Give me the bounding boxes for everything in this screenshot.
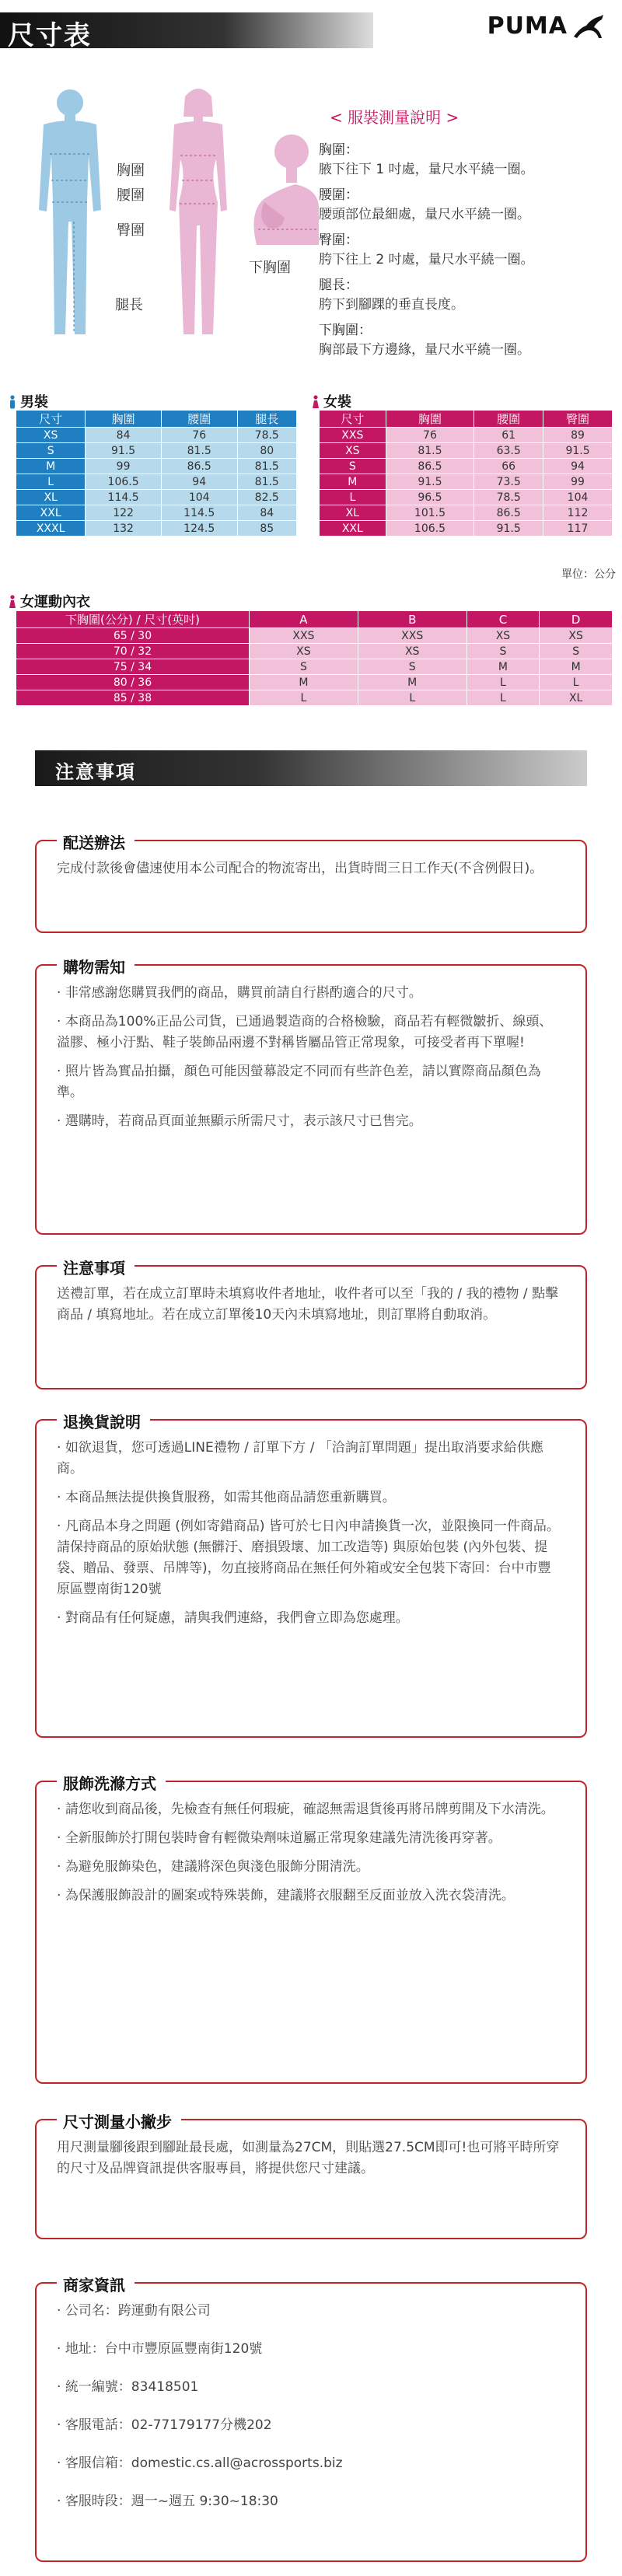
value-cell: 78.5 [474,490,543,505]
table-row [16,459,297,474]
value-cell: 91.5 [86,443,162,459]
size-cell: XXS [320,428,386,443]
value-cell: 106.5 [86,474,162,490]
value-cell: S [466,644,540,659]
size-cell: XL [320,505,386,521]
value-cell: 132 [86,521,162,537]
column-header: 臀圍 [543,411,613,428]
value-cell: L [358,690,466,706]
value-cell: 91.5 [386,474,474,490]
value-cell: 94 [543,459,613,474]
size-cell: 80 / 36 [16,675,250,690]
size-cell: M [16,459,86,474]
value-cell: 73.5 [474,474,543,490]
washing-item: · 全新服飾於打開包裝時會有輕微染劑味道屬正常現象建議先清洗後再穿著。 [57,1828,562,1849]
puma-cat-icon [572,13,606,40]
label-leg: 腿長 [115,297,143,313]
woman-icon [311,395,320,409]
washing-item: · 請您收到商品後，先檢查有無任何瑕疵，確認無需退貨後再將吊牌剪開及下水清洗。 [57,1799,562,1820]
men-label: 男裝 [20,394,48,411]
column-header: C [466,611,540,628]
purchase-item: · 選購時，若商品頁面並無顯示所需尺寸，表示該尺寸已售完。 [57,1111,562,1132]
returns-title: 退換貨說明 [57,1410,150,1432]
size-cell: L [320,490,386,505]
value-cell: XS [466,628,540,644]
size-cell: S [16,443,86,459]
size-cell: S [320,459,386,474]
table-row [16,628,613,644]
label-waist: 腰圍 [117,187,145,204]
size-cell: XXL [16,505,86,521]
value-cell: S [358,659,466,675]
value-cell: 99 [543,474,613,490]
returns-item: · 如欲退貨，您可透過LINE禮物 / 訂單下方 / 「洽詢訂單問題」提出取消要求給供應商。 [57,1438,562,1480]
value-cell: M [358,675,466,690]
purchase-box [35,958,587,1235]
column-header: 腿長 [237,411,296,428]
value-cell: S [540,644,613,659]
value-cell: 84 [237,505,296,521]
value-cell: 86.5 [161,459,237,474]
explanation-item [319,274,614,313]
table-row [16,474,297,490]
merchant-email: · 客服信箱：domestic.cs.all@acrossports.biz [57,2453,562,2474]
value-cell: 124.5 [161,521,237,537]
washing-box [35,1774,587,2084]
value-cell: L [466,690,540,706]
attention-box [35,1259,587,1389]
explanation-item [319,229,614,267]
purchase-item: · 照片皆為實品拍攝，顏色可能因螢幕設定不同而有些許色差，請以實際商品顏色為準。 [57,1061,562,1103]
value-cell: M [250,675,358,690]
explanation-item [319,319,614,358]
table-row [16,644,613,659]
table-row [320,459,613,474]
value-cell: 81.5 [237,459,296,474]
table-row [16,428,297,443]
column-header: 胸圍 [386,411,474,428]
bra-label: 女運動內衣 [20,594,90,610]
value-cell: 104 [543,490,613,505]
table-row [16,690,613,706]
label-underbust: 下胸圍 [249,260,291,276]
column-header: B [358,611,466,628]
merchant-address: · 地址：台中市豐原區豐南街120號 [57,2339,562,2360]
table-row [16,505,297,521]
women-section-label [311,391,351,411]
returns-item: · 對商品有任何疑慮，請與我們連絡，我們會立即為您處理。 [57,1608,562,1629]
value-cell: 91.5 [543,443,613,459]
measure-box [35,2113,587,2239]
returns-item: · 凡商品本身之問題 (例如寄錯商品) 皆可於七日內申請換貨一次，並限換同一件商品。請保持商品的原始狀態 (無髒汙、磨損毀壞、加工改造等) 與原始包裝 (內外包裝、提袋、贈品、發票、吊牌等)，勿直接將商品在無任何外箱或安全包裝下寄回：台中市豐原區豐南街120號 [57,1516,562,1600]
table-row [16,659,613,675]
explanation-desc: 腰頭部位最細處，量尺水平繞一圈。 [319,207,530,222]
value-cell: 99 [86,459,162,474]
column-header: A [250,611,358,628]
women-header-row [320,411,613,428]
male-body-figure [31,86,109,342]
washing-title: 服飾洗滌方式 [57,1771,166,1794]
man-icon [8,395,17,409]
purchase-item: · 非常感謝您購買我們的商品，購買前請自行斟酌適合的尺寸。 [57,983,562,1004]
men-header-row [16,411,297,428]
value-cell: 122 [86,505,162,521]
value-cell: 76 [386,428,474,443]
value-cell: 76 [161,428,237,443]
explanation-desc: 胯下到腳踝的垂直長度。 [319,297,464,313]
explanation-desc: 腋下往下 1 吋處，量尺水平繞一圈。 [319,162,534,177]
size-cell: 85 / 38 [16,690,250,706]
returns-box [35,1413,587,1738]
value-cell: 112 [543,505,613,521]
measurement-explanation [319,105,614,364]
table-row [16,490,297,505]
explanation-term: 腿長： [319,278,358,293]
value-cell: 89 [543,428,613,443]
value-cell: 96.5 [386,490,474,505]
puma-logo [487,12,606,40]
value-cell: 81.5 [161,443,237,459]
value-cell: 91.5 [474,521,543,537]
value-cell: 106.5 [386,521,474,537]
size-cell: 75 / 34 [16,659,250,675]
value-cell: 117 [543,521,613,537]
delivery-text: 完成付款後會儘速使用本公司配合的物流寄出，出貨時間三日工作天(不含例假日)。 [57,861,543,876]
merchant-company: · 公司名：跨運動有限公司 [57,2301,562,2322]
notice-title: 注意事項 [55,761,136,783]
table-row [16,675,613,690]
size-cell: XXXL [16,521,86,537]
attention-text: 送禮訂單，若在成立訂單時未填寫收件者地址，收件者可以至「我的 / 我的禮物 / 點擊商品 / 填寫地址。若在成立訂單後10天內未填寫地址，則訂單將自動取消。 [57,1286,559,1323]
explanation-desc: 胸部最下方邊緣，量尺水平繞一圈。 [319,342,530,358]
value-cell: 86.5 [474,505,543,521]
value-cell: 104 [161,490,237,505]
explanation-title: < 服裝測量說明 > [330,108,460,127]
size-cell: 65 / 30 [16,628,250,644]
label-chest: 胸圍 [117,163,145,179]
men-size-table [16,410,297,537]
value-cell: XS [250,644,358,659]
bra-header-row [16,611,613,628]
explanation-term: 臀圍： [319,232,358,248]
female-body-figure [163,86,233,342]
value-cell: 94 [161,474,237,490]
value-cell: XS [540,628,613,644]
delivery-box [35,834,587,933]
washing-item: · 為避免服飾染色，建議將深色與淺色服飾分開清洗。 [57,1857,562,1878]
explanation-item [319,184,614,222]
value-cell: L [466,675,540,690]
size-cell: M [320,474,386,490]
column-header: 腰圍 [474,411,543,428]
explanation-term: 下胸圍： [319,323,372,338]
table-row [320,428,613,443]
attention-title: 注意事項 [57,1256,135,1278]
table-row [320,505,613,521]
page-title: 尺寸表 [8,20,92,51]
size-cell: XS [320,443,386,459]
value-cell: M [540,659,613,675]
column-header: 下胸圍(公分) / 尺寸(英吋) [16,611,250,628]
value-cell: L [250,690,358,706]
column-header: 尺寸 [320,411,386,428]
column-header: 胸圍 [86,411,162,428]
merchant-hours: · 客服時段：週一~週五 9:30~18:30 [57,2491,562,2512]
column-header: 腰圍 [161,411,237,428]
value-cell: 85 [237,521,296,537]
purchase-title: 購物需知 [57,955,135,977]
explanation-term: 腰圍： [319,187,358,203]
value-cell: M [466,659,540,675]
value-cell: 114.5 [161,505,237,521]
merchant-tax-id: · 統一編號：83418501 [57,2377,562,2398]
value-cell: 78.5 [237,428,296,443]
table-row [320,443,613,459]
value-cell: 61 [474,428,543,443]
merchant-phone: · 客服電話：02-77179177分機202 [57,2415,562,2436]
merchant-box [35,2276,587,2562]
explanation-desc: 胯下往上 2 吋處，量尺水平繞一圈。 [319,252,534,267]
brand-name: PUMA [487,12,568,40]
woman-icon [8,595,17,609]
value-cell: 86.5 [386,459,474,474]
value-cell: L [540,675,613,690]
women-label: 女裝 [323,394,351,411]
value-cell: 80 [237,443,296,459]
bust-figure [241,128,327,260]
column-header: 尺寸 [16,411,86,428]
delivery-title: 配送辦法 [57,830,135,853]
size-cell: XS [16,428,86,443]
returns-item: · 本商品無法提供換貨服務，如需其他商品請您重新購買。 [57,1487,562,1508]
value-cell: XXS [358,628,466,644]
measure-title: 尺寸測量小撇步 [57,2109,181,2132]
table-row [16,521,297,537]
value-cell: 63.5 [474,443,543,459]
value-cell: 66 [474,459,543,474]
value-cell: 114.5 [86,490,162,505]
purchase-item: · 本商品為100%正品公司貨，已通過製造商的合格檢驗，商品若有輕微皺折、線頭、溢膠、極小汙點、鞋子裝飾品兩邊不對稱皆屬品管正常現象，可接受者再下單喔! [57,1012,562,1054]
explanation-item [319,138,614,177]
header [0,0,622,62]
size-cell: XXL [320,521,386,537]
merchant-title: 商家資訊 [57,2273,135,2295]
measure-text: 用尺測量腳後跟到腳趾最長處，如測量為27CM，則貼選27.5CM即可!也可將平時所穿的尺寸及品牌資訊提供客服專員，將提供您尺寸建議。 [57,2140,560,2176]
unit-note: 單位：公分 [561,568,616,581]
value-cell: 82.5 [237,490,296,505]
size-cell: XL [16,490,86,505]
table-row [320,521,613,537]
washing-item: · 為保護服飾設計的圖案或特殊裝飾，建議將衣服翻至反面並放入洗衣袋清洗。 [57,1886,562,1907]
column-header: D [540,611,613,628]
label-hip: 臀圍 [117,222,145,239]
value-cell: 81.5 [386,443,474,459]
explanation-term: 胸圍： [319,142,358,158]
table-row [320,490,613,505]
women-size-table [319,410,613,537]
value-cell: XXS [250,628,358,644]
value-cell: XL [540,690,613,706]
bra-size-table [16,610,613,706]
value-cell: S [250,659,358,675]
size-cell: L [16,474,86,490]
table-row [16,443,297,459]
men-section-label [8,391,48,411]
value-cell: 81.5 [237,474,296,490]
value-cell: 84 [86,428,162,443]
notice-header [35,750,587,786]
value-cell: XS [358,644,466,659]
table-row [320,474,613,490]
size-cell: 70 / 32 [16,644,250,659]
value-cell: 101.5 [386,505,474,521]
bra-section-label [8,591,90,611]
